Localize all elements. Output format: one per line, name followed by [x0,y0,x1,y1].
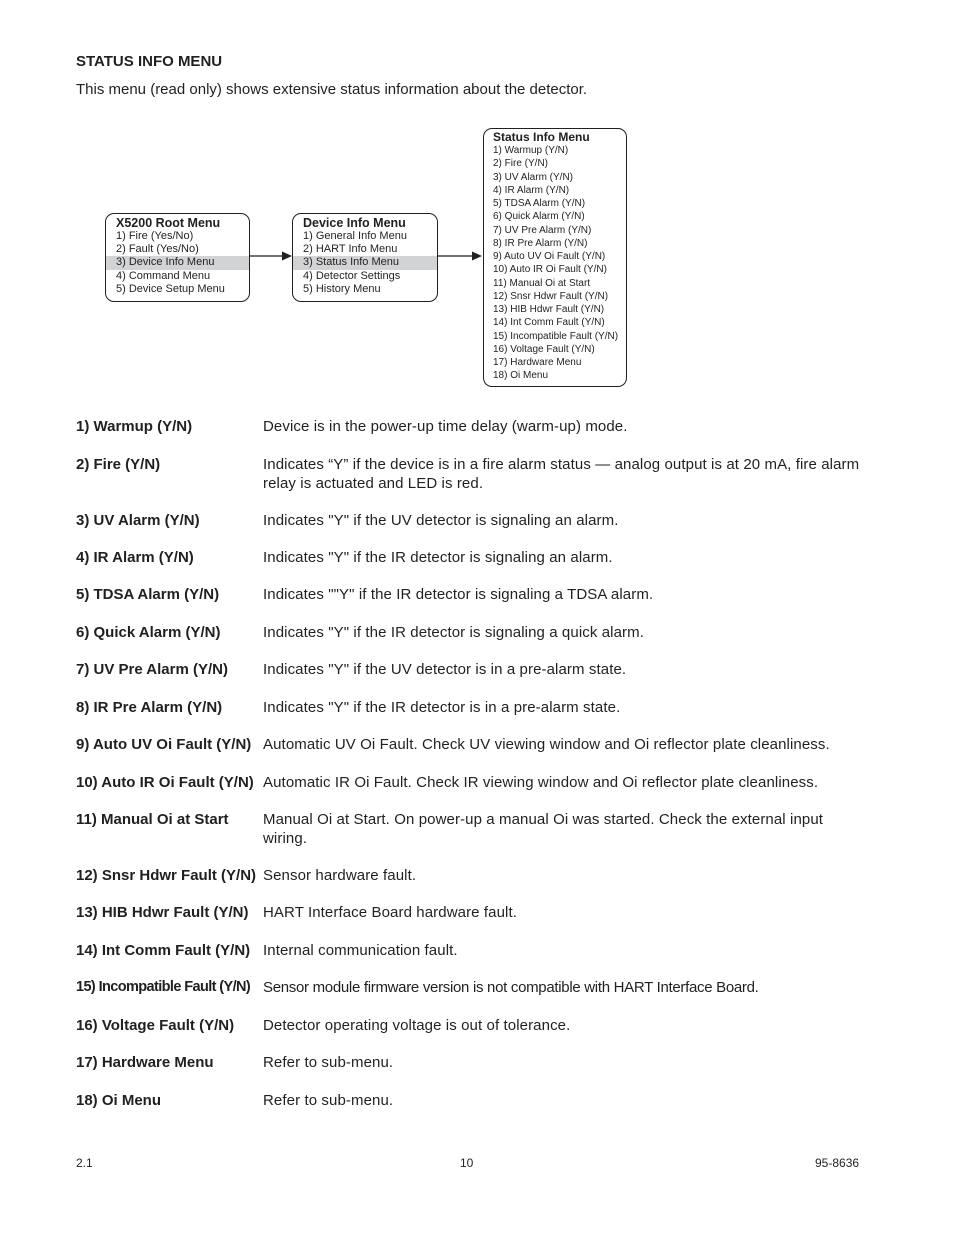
root-menu-item: 5) Device Setup Menu [116,282,225,295]
section-heading: STATUS INFO MENU [76,53,223,70]
definition-description: Automatic IR Oi Fault. Check IR viewing window and Oi reflector plate cleanliness. [263,774,819,791]
definition-term: 14) Int Comm Fault (Y/N) [76,942,251,959]
status-menu-item: 4) IR Alarm (Y/N) [493,184,570,196]
status-menu-item: 8) IR Pre Alarm (Y/N) [493,237,588,249]
menu-connector-arrows [0,0,954,420]
definition-term: 5) TDSA Alarm (Y/N) [76,586,220,603]
definition-description: Indicates "Y" if the UV detector is in a pre-alarm state. [263,661,627,678]
intro-paragraph: This menu (read only) shows extensive status information about the detector. [76,81,588,98]
definition-term: 12) Snsr Hdwr Fault (Y/N) [76,867,257,884]
definition-description: Indicates “Y” if the device is in a fire alarm status — analog output is at 20 mA, fire alarm relay is actuated and LED is red. [263,456,860,492]
device-menu-item-highlighted: 3) Status Info Menu [293,256,437,269]
root-menu-item-highlighted: 3) Device Info Menu [106,256,249,269]
definition-description: Internal communication fault. [263,942,458,959]
status-menu-item: 5) TDSA Alarm (Y/N) [493,198,586,209]
status-menu-item: 3) UV Alarm (Y/N) [493,171,574,183]
definition-term: 4) IR Alarm (Y/N) [76,549,194,566]
definition-description: Indicates "Y" if the IR detector is signaling an alarm. [263,549,613,566]
definition-description: Manual Oi at Start. On power-up a manual Oi was started. Check the external input wiring. [263,811,824,847]
footer-revision: 2.1 [76,1156,93,1170]
device-menu-items [293,230,437,296]
definition-term: 13) HIB Hdwr Fault (Y/N) [76,904,249,921]
definition-term: 16) Voltage Fault (Y/N) [76,1017,235,1034]
status-menu-item: 11) Manual Oi at Start [493,277,591,289]
root-menu-item: 2) Fault (Yes/No) [116,243,199,256]
definition-description: Indicates ""Y" if the IR detector is signaling a TDSA alarm. [263,586,654,603]
status-menu-item: 12) Snsr Hdwr Fault (Y/N) [493,290,609,302]
status-menu-items [484,144,626,383]
status-menu-item: 7) UV Pre Alarm (Y/N) [493,224,592,236]
definition-term: 8) IR Pre Alarm (Y/N) [76,699,223,716]
root-menu-item: 1) Fire (Yes/No) [116,230,194,242]
footer-page-number: 10 [460,1156,474,1170]
definition-term: 18) Oi Menu [76,1092,162,1109]
status-info-menu-box [483,128,627,387]
definition-term: 10) Auto IR Oi Fault (Y/N) [76,774,254,791]
definition-description: Sensor hardware fault. [263,867,417,884]
arrowhead-device-to-status [472,252,482,261]
status-menu-item: 9) Auto UV Oi Fault (Y/N) [493,251,606,262]
device-menu-title: Device Info Menu [303,216,406,230]
definition-description: Detector operating voltage is out of tolerance. [263,1017,571,1034]
definition-description: HART Interface Board hardware fault. [263,904,518,921]
root-menu-title: X5200 Root Menu [116,216,221,230]
definition-term: 1) Warmup (Y/N) [76,418,193,435]
status-menu-item: 6) Quick Alarm (Y/N) [493,211,585,223]
status-menu-item: 13) HIB Hdwr Fault (Y/N) [493,304,605,315]
status-menu-item: 15) Incompatible Fault (Y/N) [493,330,619,342]
definition-description: Indicates "Y" if the IR detector is in a pre-alarm state. [263,699,621,716]
root-menu-items [106,230,249,296]
status-menu-item: 16) Voltage Fault (Y/N) [493,343,595,355]
definition-description: Indicates "Y" if the UV detector is signaling an alarm. [263,512,619,529]
status-menu-item: 10) Auto IR Oi Fault (Y/N) [493,264,607,276]
arrowhead-root-to-device [282,252,292,261]
definition-description: Sensor module firmware version is not compatible with HART Interface Board. [263,979,759,996]
device-menu-item: 4) Detector Settings [303,269,401,282]
status-menu-item: 18) Oi Menu [493,370,549,382]
status-menu-item: 1) Warmup (Y/N) [493,145,569,156]
definition-term: 6) Quick Alarm (Y/N) [76,624,221,641]
footer-document-number: 95-8636 [815,1156,860,1170]
definition-term: 3) UV Alarm (Y/N) [76,512,200,529]
definition-term: 11) Manual Oi at Start [76,811,229,828]
definition-term: 7) UV Pre Alarm (Y/N) [76,661,228,678]
status-menu-item: 17) Hardware Menu [493,357,582,368]
definition-description: Automatic UV Oi Fault. Check UV viewing window and Oi reflector plate cleanliness. [263,736,830,753]
status-menu-item: 2) Fire (Y/N) [493,158,548,170]
status-menu-item: 14) Int Comm Fault (Y/N) [493,317,605,329]
status-menu-title: Status Info Menu [493,130,590,144]
definition-term: 9) Auto UV Oi Fault (Y/N) [76,736,252,753]
definition-description: Refer to sub-menu. [263,1092,394,1109]
device-menu-item: 2) HART Info Menu [303,243,398,256]
definition-description: Device is in the power-up time delay (warm-up) mode. [263,418,628,435]
definition-term: 15) Incompatible Fault (Y/N) [76,979,251,995]
definition-term: 2) Fire (Y/N) [76,456,161,473]
definition-description: Refer to sub-menu. [263,1054,394,1071]
device-menu-item: 1) General Info Menu [303,230,407,242]
device-info-menu-box [292,213,438,302]
root-menu-item: 4) Command Menu [116,269,211,282]
definition-description: Indicates "Y" if the IR detector is signaling a quick alarm. [263,624,644,641]
device-menu-item: 5) History Menu [303,282,381,295]
root-menu-box [105,213,250,302]
definition-term: 17) Hardware Menu [76,1054,214,1071]
